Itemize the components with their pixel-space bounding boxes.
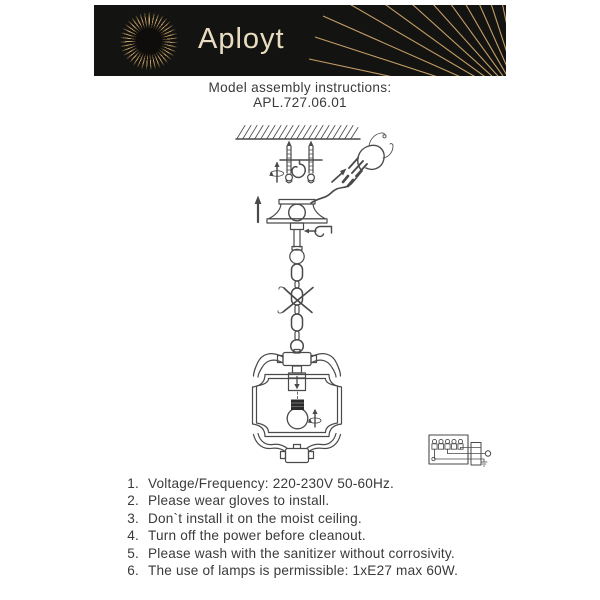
instruction-number: 5. [127, 545, 139, 561]
canopy [267, 200, 327, 264]
instruction-text: Turn off the power before cleanout. [148, 528, 366, 544]
model-number: APL.727.06.01 [253, 95, 347, 110]
instruction-item [121, 510, 591, 527]
instruction-item [121, 562, 591, 579]
light-bulb [287, 400, 308, 429]
lantern-bottom-assembly [254, 434, 341, 463]
instruction-item [121, 492, 591, 509]
instruction-number: 4. [127, 528, 139, 544]
ceiling-hatch [236, 126, 360, 140]
instruction-text: Don`t install it on the moist ceiling. [148, 510, 362, 526]
instruction-text: Please wear gloves to install. [148, 493, 330, 509]
instruction-item [121, 475, 591, 492]
instructions-title: Model assembly instructions: [208, 80, 392, 95]
instruction-item [121, 527, 591, 544]
instructions-list [121, 475, 591, 579]
instruction-number: 3. [127, 510, 139, 526]
instruction-number: 6. [127, 563, 139, 579]
instruction-number: 1. [127, 476, 139, 491]
hook-clip-icon [304, 227, 332, 237]
instruction-text: Please wash with the sanitizer without corrosivity. [148, 545, 455, 561]
up-arrow-icon [255, 196, 262, 223]
screw-rotation-icon [269, 162, 283, 183]
lantern-top-assembly [254, 340, 341, 377]
chain [292, 264, 303, 340]
bulb-rotation-icon [308, 409, 321, 427]
instruction-text: The use of lamps is permissible: 1xE27 max 60W. [148, 563, 459, 579]
lamp-socket [289, 366, 306, 400]
instruction-number: 2. [127, 493, 139, 509]
brand-name: Aployt [198, 22, 285, 55]
power-cord [311, 133, 393, 203]
terminal-block-diagram [429, 435, 491, 466]
instruction-item [121, 545, 591, 562]
instruction-text: Voltage/Frequency: 220-230V 50-60Hz. [148, 476, 394, 491]
